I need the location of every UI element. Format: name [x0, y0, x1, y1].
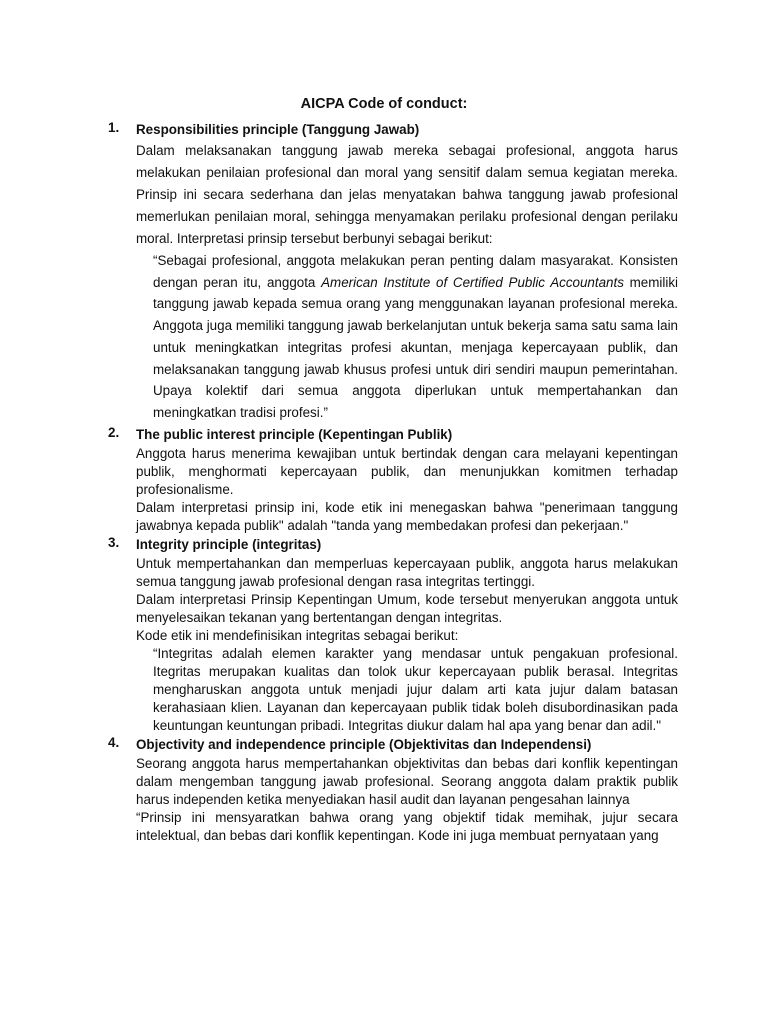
item-body — [108, 755, 678, 845]
quote-paragraph — [153, 250, 678, 424]
block-quote — [136, 645, 678, 735]
list-item — [108, 735, 678, 845]
list-item — [108, 535, 678, 735]
item-heading: Responsibilities principle (Tanggung Jawab) — [136, 122, 420, 137]
item-number: 3. — [108, 534, 120, 550]
paragraph: Kode etik ini mendefinisikan integritas sebagai berikut: — [136, 627, 459, 643]
item-body — [108, 445, 678, 535]
list-item — [108, 425, 678, 535]
principles-list — [108, 120, 678, 845]
document-title: AICPA Code of conduct: — [300, 96, 468, 112]
item-body — [108, 555, 678, 735]
item-heading: The public interest principle (Kepentingan Publik) — [136, 426, 453, 442]
quote-italic-text: American Institute of Certified Public Accountants — [321, 274, 624, 290]
item-number: 2. — [108, 424, 120, 440]
paragraph: Untuk mempertahankan dan memperluas kepercayaan publik, anggota harus melakukan semua tanggung jawab profesional dengan rasa integritas tertinggi. — [136, 555, 678, 589]
paragraph: “Prinsip ini mensyaratkan bahwa orang yang objektif tidak memihak, jujur secara intelektual, dan bebas dari konflik kepentingan. Kode ini juga membuat pernyataan yang — [136, 809, 678, 843]
list-item — [108, 120, 678, 424]
quote-paragraph: “Integritas adalah elemen karakter yang mendasar untuk pengakuan profesional. Itegritas merupakan kualitas dan tolok ukur kepercayaan publik berasal. Integritas mengharuskan anggota untuk menjadi jujur dalam arti kata jujur dalam batasan kerahasiaan klien. Layanan dan kepercayaan publik tidak boleh disubordinasikan pada keuntungan keuntungan pribadi. Integritas diukur dalam hal apa yang benar dan adil." — [153, 645, 678, 733]
quote-text: memiliki tanggung jawab kepada semua orang yang menggunakan layanan profesional mereka. Anggota juga memiliki tanggung jawab berkelanjutan untuk bekerja sama satu sama lain untuk meningkatkan integritas profesi akuntan, menjaga kepercayaan publik, dan melaksanakan tanggung jawab khusus profesi untuk diri sendiri maupun pemerintahan. Upaya kolektif dari semua anggota diperlukan untuk mempertahankan dan meningkatkan tradisi profesi.” — [153, 274, 679, 420]
block-quote — [136, 250, 678, 424]
paragraph: Dalam interpretasi Prinsip Kepentingan Umum, kode tersebut menyerukan anggota untuk menyelesaikan tekanan yang bertentangan dengan integritas. — [136, 591, 678, 625]
item-number: 1. — [108, 120, 120, 135]
paragraph: Anggota harus menerima kewajiban untuk bertindak dengan cara melayani kepentingan publik, menghormati kepercayaan publik, dan menunjukkan komitmen terhadap profesionalisme. — [136, 445, 678, 497]
item-body — [108, 140, 678, 424]
quote-text: “Sebagai profesional, anggota melakukan peran penting dalam masyarakat. Konsisten dengan peran itu, anggota — [153, 253, 678, 290]
item-number: 4. — [108, 734, 120, 750]
item-heading: Integrity principle (integritas) — [136, 536, 322, 552]
paragraph: Dalam melaksanakan tanggung jawab mereka sebagai profesional, anggota harus melakukan penilaian profesional dan moral yang sensitif dalam semua kegiatan mereka. Prinsip ini secara sederhana dan jelas menyatakan bahwa tanggung jawab profesional memerlukan penilaian moral, sehingga menyamakan perilaku profesional dengan perilaku moral. Interpretasi prinsip tersebut berbunyi sebagai berikut: — [136, 143, 678, 246]
paragraph: Dalam interpretasi prinsip ini, kode etik ini menegaskan bahwa "penerimaan tanggung jawabnya kepada publik" adalah "tanda yang membedakan profesi dan pekerjaan." — [136, 499, 678, 533]
paragraph: Seorang anggota harus mempertahankan objektivitas dan bebas dari konflik kepentingan dalam mengemban tanggung jawab profesional. Seorang anggota dalam praktik publik harus independen ketika menyediakan hasil audit dan layanan pengesahan lainnya — [136, 755, 678, 807]
item-heading: Objectivity and independence principle (Objektivitas dan Independensi) — [136, 736, 592, 752]
